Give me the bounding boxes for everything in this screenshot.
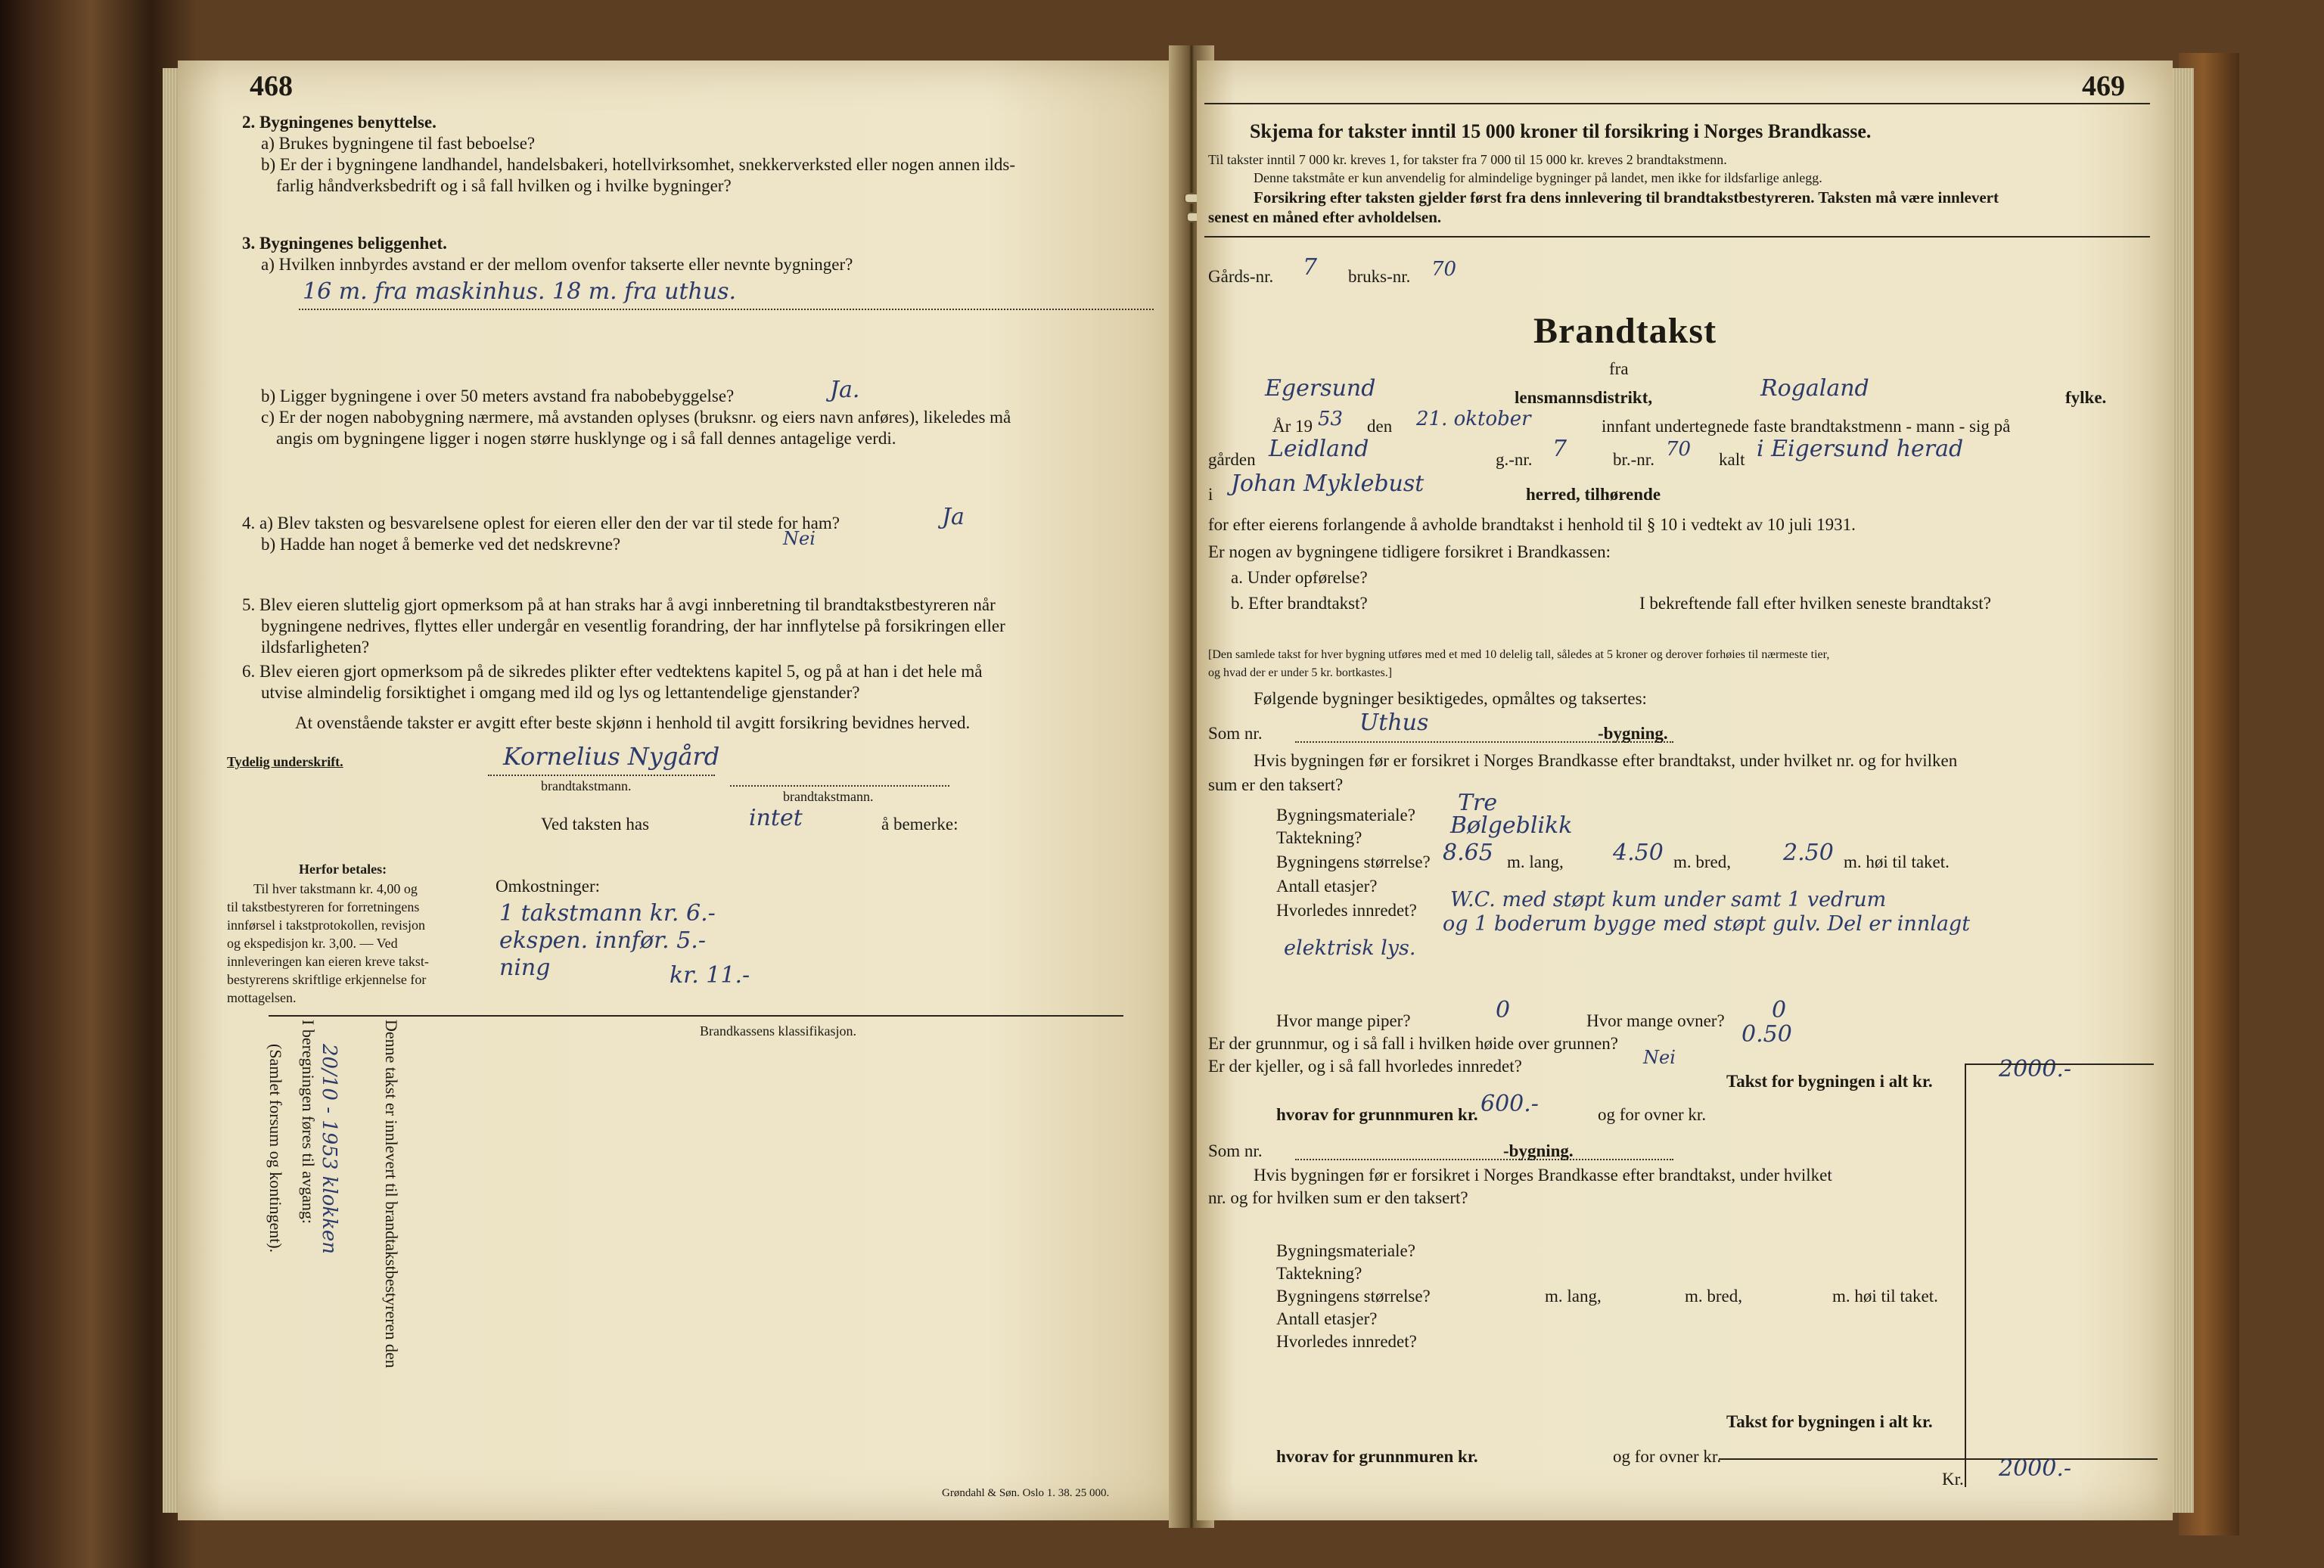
bemerke-label: å bemerke:: [881, 815, 958, 834]
bred-label: m. bred,: [1673, 852, 1732, 871]
brnr-value: 70: [1666, 438, 1692, 461]
piper-label: Hvor mange piper?: [1276, 1011, 1411, 1030]
q5-line3: ildsfarligheten?: [261, 638, 370, 657]
materiale-label-2: Bygningsmateriale?: [1276, 1241, 1415, 1260]
bygning-label-2: -bygning.: [1503, 1141, 1574, 1160]
note-line-1: [Den samlede takst for hver bygning utføres med et med 10 delelig tall, således at 5 kroner og derover forhøies til nærmeste tier,: [1208, 648, 1830, 661]
page-number-right: 469: [2082, 70, 2125, 102]
som-nr-label: Som nr.: [1208, 724, 1263, 743]
header-line-1: Til takster inntil 7 000 kr. kreves 1, for takster fra 7 000 til 15 000 kr. kreves 2 brandtakstmenn.: [1208, 152, 1727, 167]
left-page: [178, 61, 1188, 1520]
total-rule: [1719, 1458, 2158, 1460]
q3-title: 3. Bygningenes beliggenhet.: [242, 234, 447, 253]
divider-line: [269, 1015, 1123, 1017]
district-value: Egersund: [1265, 375, 1376, 402]
herfor-line-2: til takstbestyreren for forretningens: [227, 899, 420, 914]
takst-label: Takst for bygningen i alt kr.: [1726, 1072, 1933, 1091]
hvorav-label: hvorav for grunnmuren kr.: [1276, 1105, 1478, 1124]
ovner-kr-label-2: og for ovner kr.: [1613, 1447, 1722, 1466]
fra-label: fra: [1609, 359, 1629, 378]
hoi-label-2: m. høi til taket.: [1832, 1287, 1938, 1306]
brandtakstmann-label-1: brandtakstmann.: [541, 778, 632, 793]
fylke-value: Rogaland: [1760, 375, 1869, 402]
ved-taksten-answer: intet: [749, 805, 803, 831]
den-label: den: [1367, 417, 1393, 436]
materiale-value: Tre: [1458, 790, 1498, 816]
herfor-line-7: mottagelsen.: [227, 990, 297, 1005]
answer-line: [299, 309, 1154, 310]
aar-label: År 19: [1272, 417, 1313, 436]
q3c-line2: angis om bygningene ligger i nogen større husklynge og i så fall dennes antagelige verdi.: [276, 429, 896, 448]
lensmann-label: lensmannsdistrikt,: [1515, 388, 1653, 407]
etasjer-label: Antall etasjer?: [1276, 877, 1378, 896]
kalt-value: i Eigersund herad: [1757, 436, 1964, 462]
ovner-kr-label: og for ovner kr.: [1598, 1105, 1707, 1124]
hvis2-line-2: nr. og for hvilken sum er den taksert?: [1208, 1188, 1468, 1207]
omkostninger-line-3: ning: [499, 955, 551, 981]
vertical-avgang: I beregningen føres til avgang:: [299, 1020, 318, 1225]
q4a-answer: Ja: [942, 504, 965, 530]
ovner-label: Hvor mange ovner?: [1586, 1011, 1725, 1030]
omkostninger-line-2: ekspen. innfør. 5.-: [499, 927, 706, 954]
vertical-date: 20/10 - 1953 klokken: [318, 1044, 340, 1255]
grunnmur-value: 0.50: [1741, 1021, 1792, 1048]
takst-box-top: [1965, 1063, 2154, 1065]
tidligere-text: Er nogen av bygningene tidligere forsikret i Brandkassen:: [1208, 542, 1611, 561]
vertical-innlevert: Denne takst er innlevert til brandtakstbestyreren den: [382, 1020, 401, 1368]
storrelse-label: Bygningens størrelse?: [1276, 852, 1431, 871]
right-page: [1197, 61, 2173, 1520]
q2b-line1: b) Er der i bygningene landhandel, handelsbakeri, hotellvirksomhet, snekkerverksted eller nogen annen ilds-: [261, 155, 1015, 174]
hvorav-value: 600.-: [1480, 1091, 1539, 1117]
bred-value: 4.50: [1613, 840, 1664, 866]
fylke-label: fylke.: [2065, 388, 2107, 407]
i-label: i: [1208, 485, 1213, 504]
q2a: a) Brukes bygningene til fast beboelse?: [261, 134, 536, 153]
herfor-line-1: Til hver takstmann kr. 4,00 og: [253, 881, 418, 896]
ved-taksten-label: Ved taksten has: [541, 815, 650, 834]
gards-value: 7: [1303, 254, 1318, 281]
omkostninger-line-1: 1 takstmann kr. 6.-: [499, 900, 716, 927]
materiale-label: Bygningsmateriale?: [1276, 806, 1415, 824]
takt-label: Taktekning?: [1276, 828, 1362, 847]
q3b: b) Ligger bygningene i over 50 meters avstand fra nabobebyggelse?: [261, 387, 735, 405]
bekreftende-text: I bekreftende fall efter hvilken seneste brandtakst?: [1639, 594, 1991, 613]
herfor-title: Herfor betales:: [299, 862, 387, 877]
date-value: 21. oktober: [1416, 408, 1531, 430]
q3c-line1: c) Er der nogen nabobygning nærmere, må avstanden oplyses (bruksnr. og eiers navn anføres), likeledes må: [261, 408, 1011, 427]
herfor-line-3: innførsel i takstprotokollen, revisjon: [227, 918, 425, 933]
header-line-2: Denne takstmåte er kun anvendelig for almindelige bygninger på landet, men ikke for ildsfarlige anlegg.: [1254, 170, 1822, 185]
takst-value: 2000.-: [1999, 1056, 2072, 1082]
hvorav-label-2: hvorav for grunnmuren kr.: [1276, 1447, 1478, 1466]
bygning-value: Uthus: [1359, 709, 1429, 736]
omkostninger-label: Omkostninger:: [496, 877, 600, 896]
signature-label: Tydelig underskrift.: [227, 754, 343, 769]
hvis2-line-1: Hvis bygningen før er forsikret i Norges Brandkasse efter brandtakst, under hvilket: [1254, 1166, 1832, 1185]
kjeller-value: Nei: [1643, 1047, 1676, 1068]
header-rule-top: [1204, 103, 2150, 104]
folgende-text: Følgende bygninger besiktigedes, opmåltes og taksertes:: [1254, 689, 1647, 708]
innredet-label: Hvorledes innredet?: [1276, 901, 1417, 920]
takst-label-2: Takst for bygningen i alt kr.: [1726, 1412, 1933, 1431]
q4a: 4. a) Blev taksten og besvarelsene oplest for eieren eller den der var til stede for ham?: [242, 514, 840, 532]
form-title: Brandtakst: [1533, 311, 1717, 351]
herred-label: herred, tilhørende: [1526, 485, 1661, 504]
brandtakstmann-label-2: brandtakstmann.: [783, 789, 874, 804]
bygning-label: -bygning.: [1598, 724, 1668, 743]
herfor-line-4: og ekspedisjon kr. 3,00. — Ved: [227, 936, 398, 951]
q5-line1: 5. Blev eieren sluttelig gjort opmerksom på at han straks har å avgi innberetning til brandtakstbestyreren når: [242, 595, 996, 614]
q3b-answer: Ja.: [830, 377, 860, 403]
q4b-answer: Nei: [783, 528, 816, 549]
under-opforelse: a. Under opførelse?: [1231, 568, 1368, 587]
q2-title: 2. Bygningenes benyttelse.: [242, 113, 437, 132]
gnr-label: g.-nr.: [1496, 450, 1533, 469]
takt-label-2: Taktekning?: [1276, 1264, 1362, 1283]
kalt-label: kalt: [1719, 450, 1745, 469]
etasjer-label-2: Antall etasjer?: [1276, 1309, 1378, 1328]
omkostninger-total: kr. 11.-: [670, 962, 750, 989]
hoi-value: 2.50: [1783, 840, 1834, 866]
lang-label-2: m. lang,: [1545, 1287, 1602, 1306]
gards-label: Gårds-nr.: [1208, 267, 1274, 286]
lang-value: 8.65: [1443, 840, 1493, 866]
takst-box-left: [1965, 1063, 1966, 1487]
innredet-label-2: Hvorledes innredet?: [1276, 1332, 1417, 1351]
brnr-label: br.-nr.: [1613, 450, 1654, 469]
note-line-2: og hvad der er under 5 kr. bortkastes.]: [1208, 666, 1393, 679]
innfant-text: innfant undertegnede faste brandtakstmenn - mann - sig på: [1602, 417, 2011, 436]
signature: Kornelius Nygård: [503, 742, 720, 771]
innredet-value-2: og 1 boderum bygge med støpt gulv. Del er innlagt: [1443, 912, 1971, 936]
owner-value: Johan Myklebust: [1231, 470, 1425, 497]
q3a-answer: 16 m. fra maskinhus. 18 m. fra uthus.: [303, 278, 737, 305]
piper-value: 0: [1496, 997, 1511, 1023]
forlangende-text: for efter eierens forlangende å avholde brandtakst i henhold til § 10 i vedtekt av 10 juli 1931.: [1208, 515, 1856, 534]
kr-label: Kr.: [1942, 1470, 1964, 1489]
q6-line2: utvise almindelig forsiktighet i omgang med ild og lys og lettantendelige gjenstander?: [261, 683, 860, 702]
printer-imprint: Grøndahl & Søn. Oslo 1. 38. 25 000.: [942, 1487, 1110, 1499]
header-line-4: senest en måned efter avholdelsen.: [1208, 208, 1442, 226]
grunnmur-label: Er der grunnmur, og i så fall i hvilken høide over grunnen?: [1208, 1034, 1618, 1053]
lang-label: m. lang,: [1507, 852, 1564, 871]
bruks-value: 70: [1431, 258, 1457, 281]
hvis-line-1: Hvis bygningen før er forsikret i Norges Brandkasse efter brandtakst, under hvilket nr. og for hvilken: [1254, 751, 1958, 770]
herfor-line-5: innleveringen kan eieren kreve takst-: [227, 954, 429, 969]
storrelse-label-2: Bygningens størrelse?: [1276, 1287, 1431, 1306]
header-title: Skjema for takster inntil 15 000 kroner til forsikring i Norges Brandkasse.: [1250, 120, 1872, 142]
hoi-label: m. høi til taket.: [1844, 852, 1950, 871]
total-value: 2000.-: [1999, 1455, 2072, 1482]
signature-line-2: [730, 785, 949, 787]
hvis-line-2: sum er den taksert?: [1208, 775, 1344, 794]
aar-value: 53: [1318, 408, 1344, 430]
ovner-value: 0: [1772, 997, 1787, 1023]
innredet-value-1: W.C. med støpt kum under samt 1 vedrum: [1450, 888, 1887, 911]
header-line-3: Forsikring efter taksten gjelder først fra dens innlevering til brandtakstbestyreren. Taksten må være innlevert: [1254, 188, 1999, 206]
header-rule-bottom: [1204, 236, 2150, 238]
garden-value: Leidland: [1269, 436, 1369, 462]
page-number-left: 468: [250, 70, 293, 102]
declaration: At ovenstående takster er avgitt efter beste skjønn i henhold til avgitt forsikring bevidnes herved.: [295, 713, 971, 732]
bred-label-2: m. bred,: [1685, 1287, 1743, 1306]
innredet-value-3: elektrisk lys.: [1284, 936, 1416, 960]
q6-line1: 6. Blev eieren gjort opmerksom på de sikredes plikter efter vedtektens kapitel 5, og på at han i det hele må: [242, 662, 983, 681]
bruks-label: bruks-nr.: [1348, 267, 1411, 286]
bygning-line-2: [1295, 1159, 1673, 1160]
som-nr-label-2: Som nr.: [1208, 1141, 1263, 1160]
gnr-value: 7: [1552, 436, 1567, 462]
vertical-samlet: (Samlet forsum og kontingent).: [266, 1044, 285, 1253]
kjeller-label: Er der kjeller, og i så fall hvorledes innredet?: [1208, 1057, 1522, 1076]
q5-line2: bygningene nedrives, flyttes eller undergår en vesentlig forandring, der har innflytelse på forsikringen eller: [261, 616, 1005, 635]
herfor-line-6: bestyrerens skriftlige erkjennelse for: [227, 972, 427, 987]
q2b-line2: farlig håndverksbedrift og i så fall hvilken og i hvilke bygninger?: [276, 176, 732, 195]
q4b: b) Hadde han noget å bemerke ved det nedskrevne?: [261, 535, 621, 554]
efter-brandtakst: b. Efter brandtakst?: [1231, 594, 1368, 613]
klassifikasjon-label: Brandkassens klassifikasjon.: [700, 1023, 856, 1039]
takt-value: Bølgeblikk: [1450, 812, 1573, 839]
q3a: a) Hvilken innbyrdes avstand er der mellom ovenfor takserte eller nevnte bygninger?: [261, 255, 853, 274]
signature-line-1: [488, 775, 715, 776]
garden-label: gården: [1208, 450, 1256, 469]
